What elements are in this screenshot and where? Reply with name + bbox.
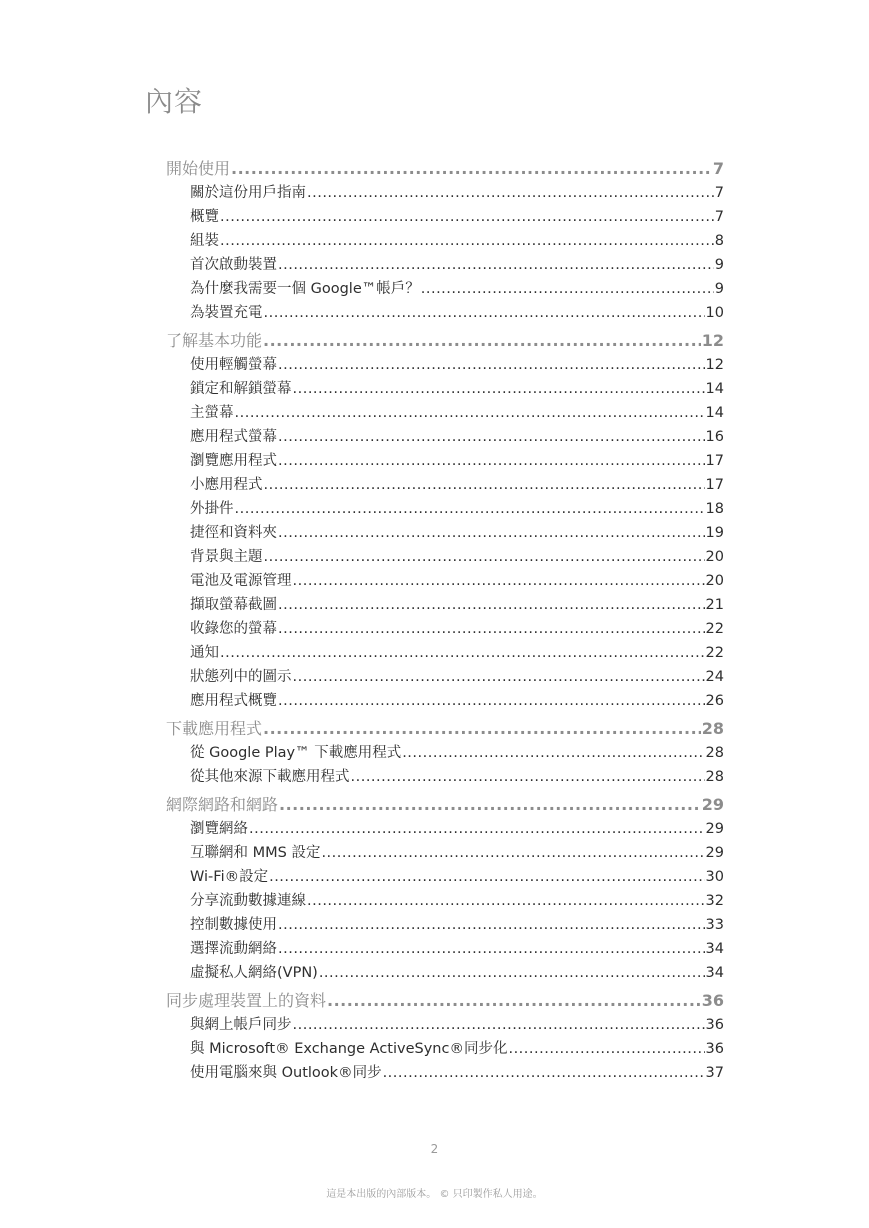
toc-entry-page: 22 [705,621,724,637]
dot-leader [278,689,705,713]
toc-entry-label: 通知 [190,645,219,661]
toc-entry[interactable] [166,593,724,617]
toc-entry-label: 虛擬私人網絡(VPN) [190,965,318,981]
dot-leader [278,449,705,473]
dot-leader [220,641,705,665]
dot-leader [319,961,705,985]
toc-entry-page: 37 [705,1065,724,1081]
dot-leader [264,473,705,497]
toc-entry-page: 9 [714,257,724,273]
toc-entry-label: 收錄您的螢幕 [190,621,277,637]
toc-entry[interactable] [166,889,724,913]
toc-entry-page: 10 [705,305,724,321]
toc-section-heading-label: 開始使用 [166,159,231,178]
toc-entry[interactable] [166,181,724,205]
dot-leader [278,521,705,545]
dot-leader [279,792,701,817]
toc-entry[interactable] [166,865,724,889]
toc-entry[interactable] [166,521,724,545]
toc-entry-label: 組裝 [190,233,219,249]
footer-note: 這是本出版的內部版本。 © 只印製作私人用途。 [326,1189,543,1200]
toc-section-heading[interactable] [166,156,724,181]
toc-entry-label: 首次啟動裝置 [190,257,277,273]
toc-entry-label: 與網上帳戶同步 [190,1017,292,1033]
dot-leader [307,889,705,913]
toc-entry-page: 32 [705,893,724,909]
toc-entry-page: 22 [705,645,724,661]
toc-section-heading-label: 同步處理裝置上的資料 [166,991,327,1010]
toc-section [166,716,724,789]
dot-leader [220,229,714,253]
toc-section-heading-page: 12 [701,331,724,350]
toc-entry-page: 28 [705,745,724,761]
toc-entry-page: 34 [705,941,724,957]
toc-entry[interactable] [166,377,724,401]
toc-entry-label: 與 Microsoft® Exchange ActiveSync®同步化 [190,1041,508,1057]
toc-entry-label: 狀態列中的圖示 [190,669,292,685]
dot-leader [293,665,705,689]
toc-entry[interactable] [166,1037,724,1061]
toc-entry[interactable] [166,205,724,229]
toc-entry-page: 7 [714,185,724,201]
toc-entry[interactable] [166,1013,724,1037]
toc-entry-label: 為裝置充電 [190,305,263,321]
page-number: 2 [430,1142,439,1156]
toc-section-heading[interactable] [166,988,724,1013]
dot-leader [278,253,714,277]
dot-leader [383,1061,705,1085]
toc-entry-label: 外掛件 [190,501,234,517]
toc-entry[interactable] [166,253,724,277]
toc-entry-label: 從 Google Play™ 下載應用程式 [190,745,402,761]
toc-entry[interactable] [166,689,724,713]
toc-entry[interactable] [166,961,724,985]
dot-leader [293,569,705,593]
toc-section-heading[interactable] [166,792,724,817]
toc-entry[interactable] [166,1061,724,1085]
dot-leader [231,156,712,181]
dot-leader [278,593,705,617]
toc-entry-page: 14 [705,405,724,421]
toc-entry-label: 使用電腦來與 Outlook®同步 [190,1065,382,1081]
dot-leader [293,377,705,401]
page-title: 內容 [145,85,204,118]
toc-entry-label: 主螢幕 [190,405,234,421]
dot-leader [402,741,704,765]
toc-entry[interactable] [166,401,724,425]
table-of-contents [166,156,724,1088]
toc-entry-label: 小應用程式 [190,477,263,493]
toc-section-heading-label: 了解基本功能 [166,331,263,350]
dot-leader [278,353,705,377]
toc-section-heading-page: 28 [701,719,724,738]
toc-entry-page: 17 [705,477,724,493]
dot-leader [351,765,705,789]
toc-entry-page: 30 [705,869,724,885]
toc-entry-label: 電池及電源管理 [190,573,292,589]
dot-leader [269,865,704,889]
dot-leader [263,716,701,741]
dot-leader [220,205,714,229]
toc-entry-label: 捷徑和資料夾 [190,525,277,541]
toc-section-heading[interactable] [166,328,724,353]
toc-entry-page: 19 [705,525,724,541]
dot-leader [264,545,705,569]
toc-entry-label: 使用輕觸螢幕 [190,357,277,373]
toc-entry-label: Wi-Fi®設定 [190,869,269,885]
toc-section [166,328,724,713]
toc-entry[interactable] [166,449,724,473]
toc-section-heading-page: 36 [701,991,724,1010]
toc-entry-page: 14 [705,381,724,397]
toc-entry[interactable] [166,229,724,253]
toc-entry-label: 瀏覽應用程式 [190,453,277,469]
toc-section-heading-label: 下載應用程式 [166,719,263,738]
toc-section-heading[interactable] [166,716,724,741]
toc-section-heading-page: 29 [701,795,724,814]
toc-entry-page: 17 [705,453,724,469]
toc-entry[interactable] [166,817,724,841]
toc-entry-label: 關於這份用戶指南 [190,185,306,201]
toc-entry-page: 36 [705,1041,724,1057]
toc-entry[interactable] [166,425,724,449]
toc-entry-page: 24 [705,669,724,685]
toc-entry-page: 33 [705,917,724,933]
toc-section-heading-label: 網際網路和網路 [166,795,279,814]
toc-entry-page: 9 [714,281,724,297]
toc-entry-page: 36 [705,1017,724,1033]
toc-entry[interactable] [166,665,724,689]
dot-leader [327,988,701,1013]
toc-entry-label: 應用程式概覽 [190,693,277,709]
toc-entry-label: 從其他來源下載應用程式 [190,769,350,785]
toc-entry-page: 7 [714,209,724,225]
toc-entry-page: 29 [705,845,724,861]
toc-entry[interactable] [166,913,724,937]
toc-entry-label: 控制數據使用 [190,917,277,933]
toc-entry[interactable] [166,277,724,301]
toc-entry[interactable] [166,617,724,641]
dot-leader [421,277,714,301]
toc-entry[interactable] [166,841,724,865]
toc-entry-label: 為什麼我需要一個 Google™帳戶？ [190,281,420,297]
toc-entry-label: 擷取螢幕截圖 [190,597,277,613]
dot-leader [278,425,705,449]
toc-entry[interactable] [166,765,724,789]
toc-entry-label: 瀏覽網絡 [190,821,248,837]
toc-entry[interactable] [166,353,724,377]
dot-leader [508,1037,704,1061]
toc-entry-page: 20 [705,549,724,565]
toc-section [166,156,724,325]
toc-section [166,988,724,1085]
toc-entry-label: 概覽 [190,209,219,225]
dot-leader [263,328,701,353]
toc-entry-page: 28 [705,769,724,785]
dot-leader [235,497,705,521]
toc-entry[interactable] [166,473,724,497]
toc-entry[interactable] [166,301,724,325]
toc-entry[interactable] [166,569,724,593]
toc-entry-page: 20 [705,573,724,589]
toc-section-heading-page: 7 [712,159,724,178]
toc-section [166,792,724,985]
dot-leader [278,617,705,641]
toc-entry-label: 互聯網和 MMS 設定 [190,845,321,861]
dot-leader [235,401,705,425]
toc-entry[interactable] [166,937,724,961]
toc-entry[interactable] [166,641,724,665]
dot-leader [307,181,714,205]
toc-entry-label: 應用程式螢幕 [190,429,277,445]
toc-entry-label: 鎖定和解鎖螢幕 [190,381,292,397]
dot-leader [249,817,705,841]
dot-leader [293,1013,705,1037]
toc-entry-page: 16 [705,429,724,445]
toc-entry[interactable] [166,545,724,569]
toc-entry-page: 12 [705,357,724,373]
toc-entry-page: 26 [705,693,724,709]
dot-leader [278,937,705,961]
toc-entry-label: 選擇流動網絡 [190,941,277,957]
dot-leader [264,301,705,325]
toc-entry-page: 21 [705,597,724,613]
toc-entry-page: 29 [705,821,724,837]
toc-entry-label: 背景與主題 [190,549,263,565]
dot-leader [278,913,705,937]
toc-entry-label: 分享流動數據連線 [190,893,306,909]
toc-entry-page: 34 [705,965,724,981]
toc-entry[interactable] [166,741,724,765]
dot-leader [321,841,704,865]
toc-entry-page: 18 [705,501,724,517]
toc-entry-page: 8 [714,233,724,249]
toc-entry[interactable] [166,497,724,521]
